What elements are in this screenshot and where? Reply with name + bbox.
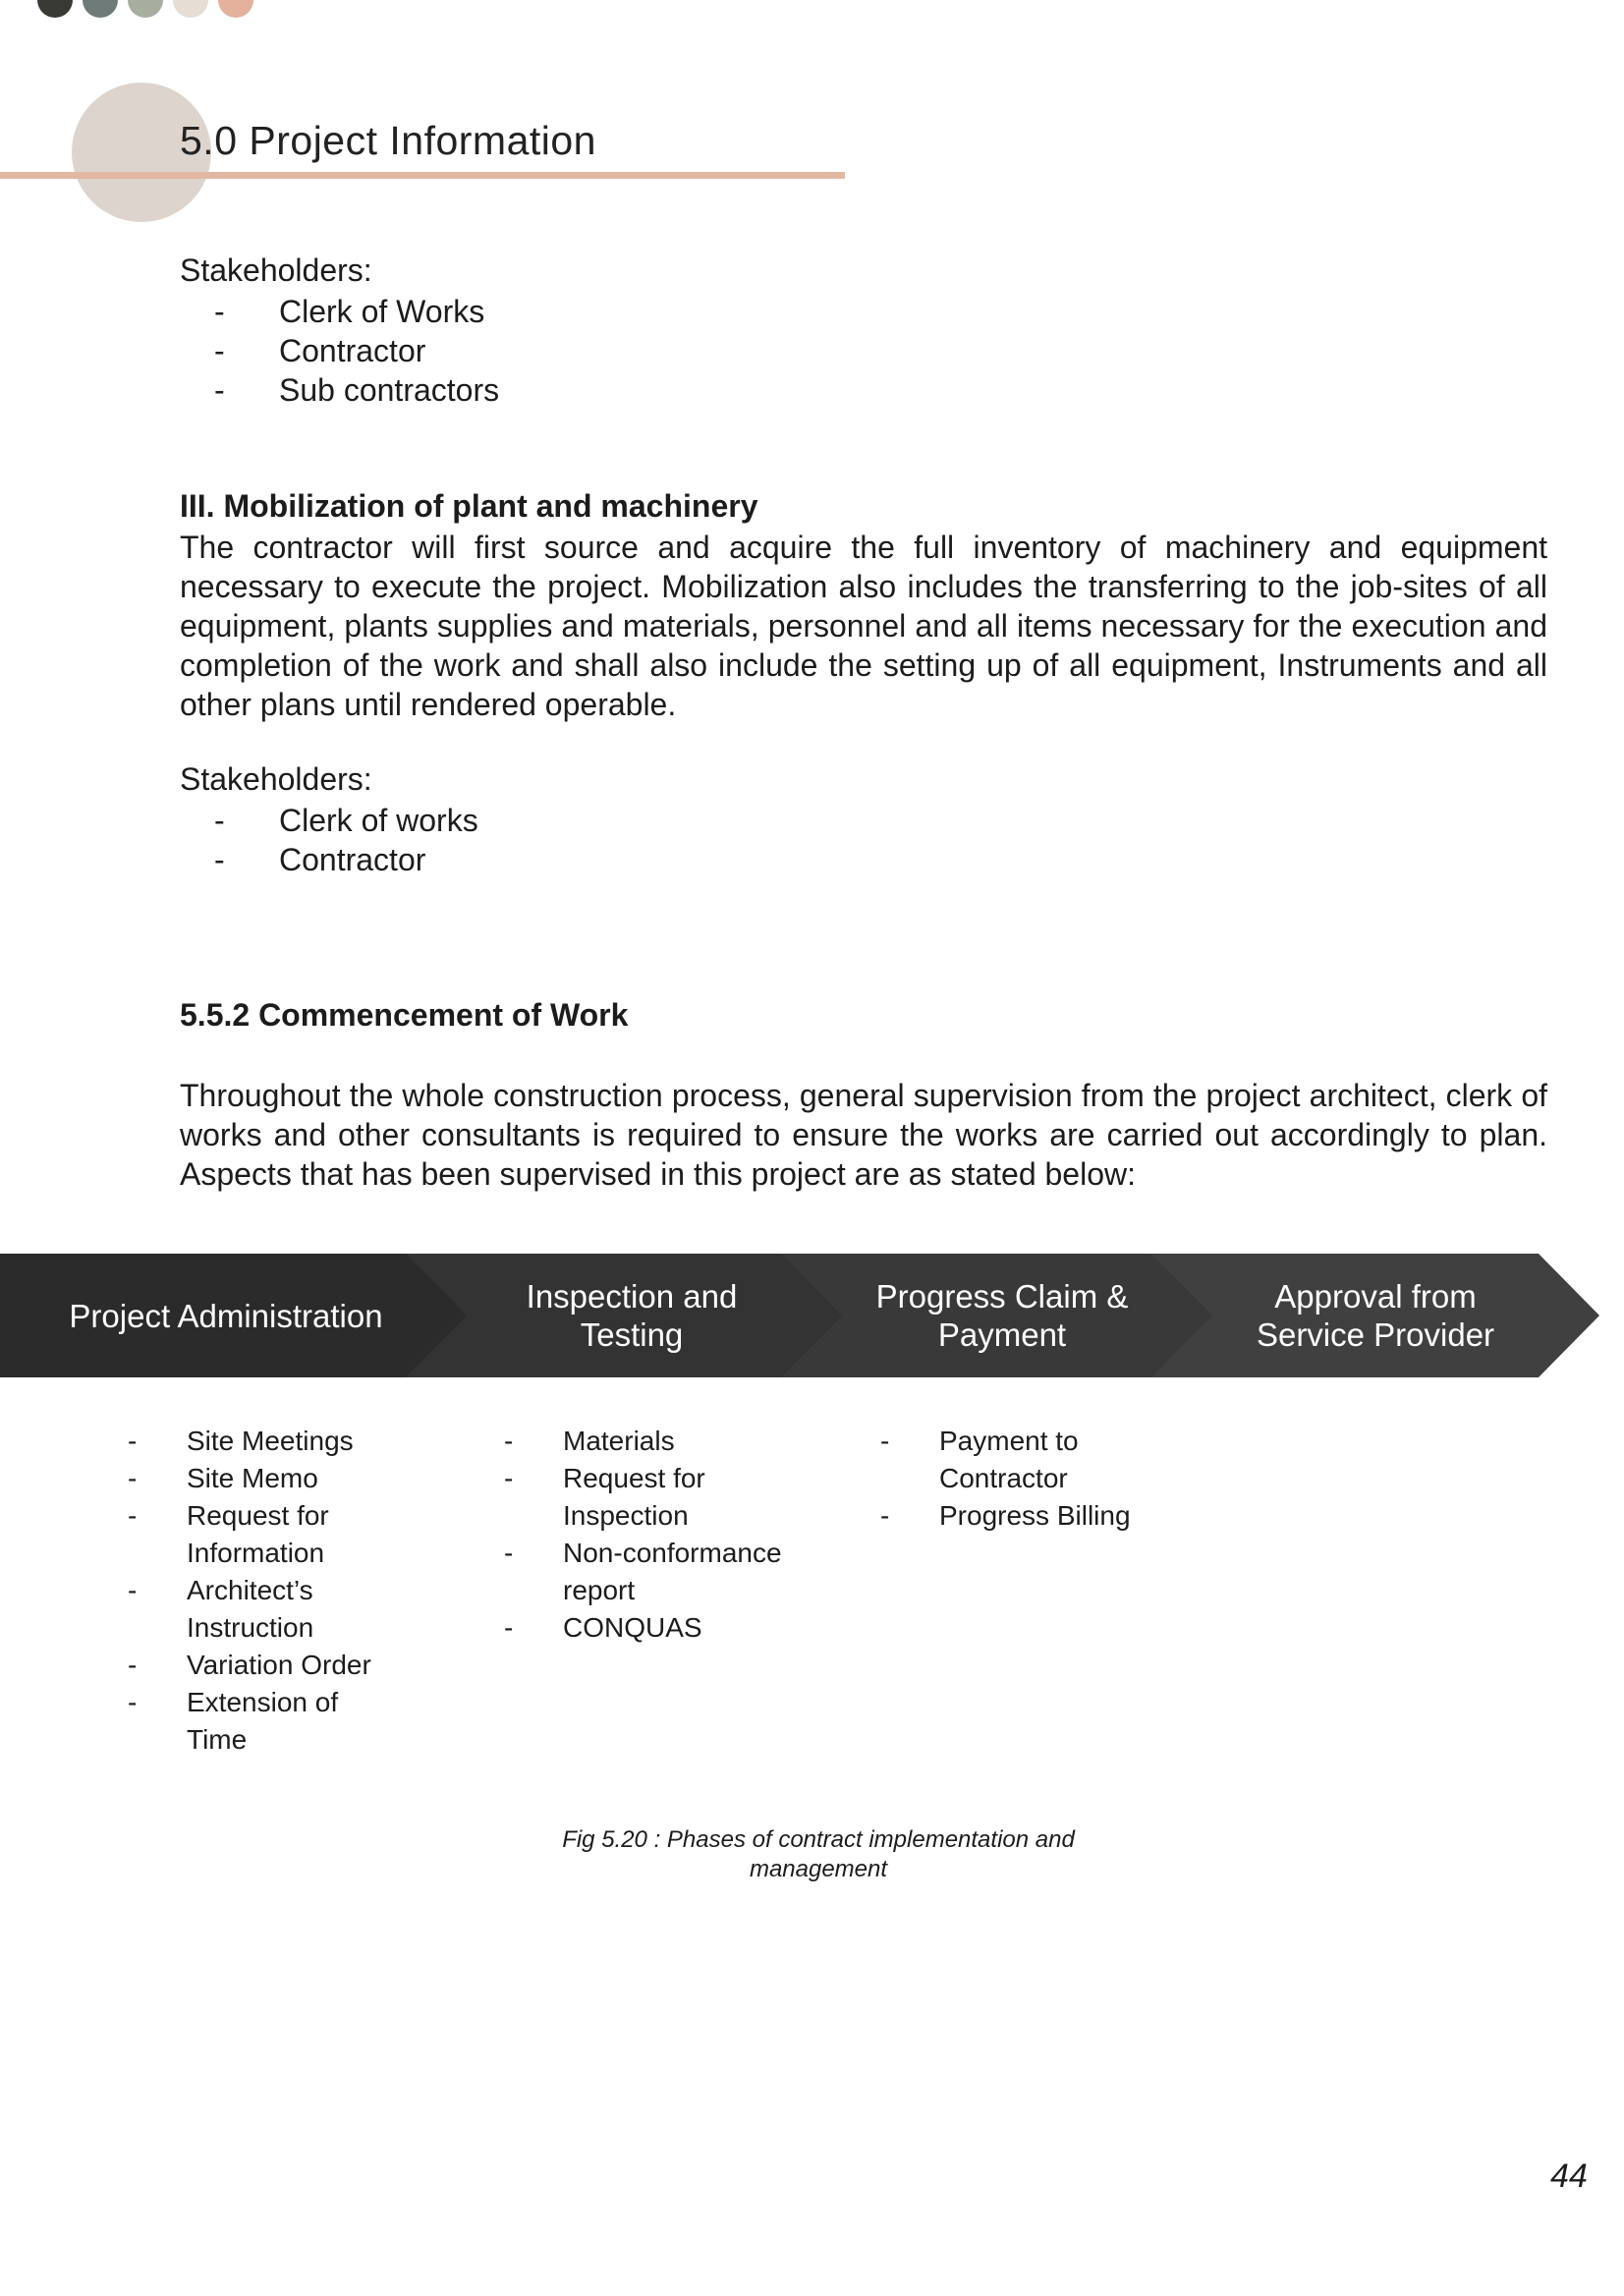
swatch-2 xyxy=(83,0,118,18)
stakeholders-list xyxy=(214,801,478,879)
stakeholders-list xyxy=(214,292,499,410)
color-swatches xyxy=(37,0,253,18)
phase-list-administration xyxy=(128,1423,393,1759)
list-item: - Payment to Contractor xyxy=(880,1423,1136,1497)
list-item: - Non-conformance report xyxy=(504,1535,799,1609)
page-title: 5.0 Project Information xyxy=(180,118,596,163)
list-item: - Clerk of works xyxy=(214,801,478,840)
list-item: - Site Memo xyxy=(128,1460,393,1497)
mobilization-paragraph: The contractor will first source and acquire the full inventory of machinery and equipment necessary to execute the project. Mobilization also includes the transferring to the job-sites of all equipment, plants supplies and materials, personnel and all items necessary for the execution and completion of the work and shall also include the setting up of all equipment, Instruments and all other plans until rendered operable. xyxy=(180,530,1547,722)
list-item: - Contractor xyxy=(214,840,478,879)
section-heading-commencement: 5.5.2 Commencement of Work xyxy=(180,997,629,1033)
list-item: - Extension of Time xyxy=(128,1684,393,1759)
figure-caption: Fig 5.20 : Phases of contract implementation and management xyxy=(562,1826,1075,1882)
list-item: - Clerk of Works xyxy=(214,292,499,331)
swatch-1 xyxy=(37,0,73,18)
section-heading-mobilization: III. Mobilization of plant and machinery xyxy=(180,488,758,524)
list-item: - Site Meetings xyxy=(128,1423,393,1460)
list-item: - CONQUAS xyxy=(504,1609,799,1647)
header-rule xyxy=(0,172,845,179)
process-step-label: Inspection and Testing xyxy=(526,1278,738,1353)
commencement-paragraph: Throughout the whole construction process, general supervision from the project architect, clerk of works and other consultants is required to ensure the works are carried out accordingly to plan. Aspects that has been supervised in this project are as stated below: xyxy=(180,1078,1547,1192)
process-step-label: Progress Claim & Payment xyxy=(875,1278,1129,1353)
list-item: - Progress Billing xyxy=(880,1497,1136,1535)
list-item: - Sub contractors xyxy=(214,370,499,410)
swatch-3 xyxy=(128,0,163,18)
process-step-label: Project Administration xyxy=(69,1297,383,1334)
process-step-label: Approval from Service Provider xyxy=(1256,1278,1495,1353)
stakeholders-label: Stakeholders: xyxy=(180,252,372,288)
stakeholders-label: Stakeholders: xyxy=(180,761,372,797)
list-item: - Variation Order xyxy=(128,1647,393,1684)
list-item: - Materials xyxy=(504,1423,799,1460)
process-diagram xyxy=(0,1254,1624,1377)
list-item: - Request for Inspection xyxy=(504,1460,799,1535)
phase-list-progress-claim xyxy=(880,1423,1136,1535)
list-item: - Contractor xyxy=(214,331,499,370)
swatch-4 xyxy=(173,0,208,18)
list-item: - Architect’s Instruction xyxy=(128,1572,393,1647)
phase-list-inspection xyxy=(504,1423,799,1647)
swatch-5 xyxy=(218,0,253,18)
list-item: - Request for Information xyxy=(128,1497,393,1572)
page-number: 44 xyxy=(1550,2157,1588,2195)
